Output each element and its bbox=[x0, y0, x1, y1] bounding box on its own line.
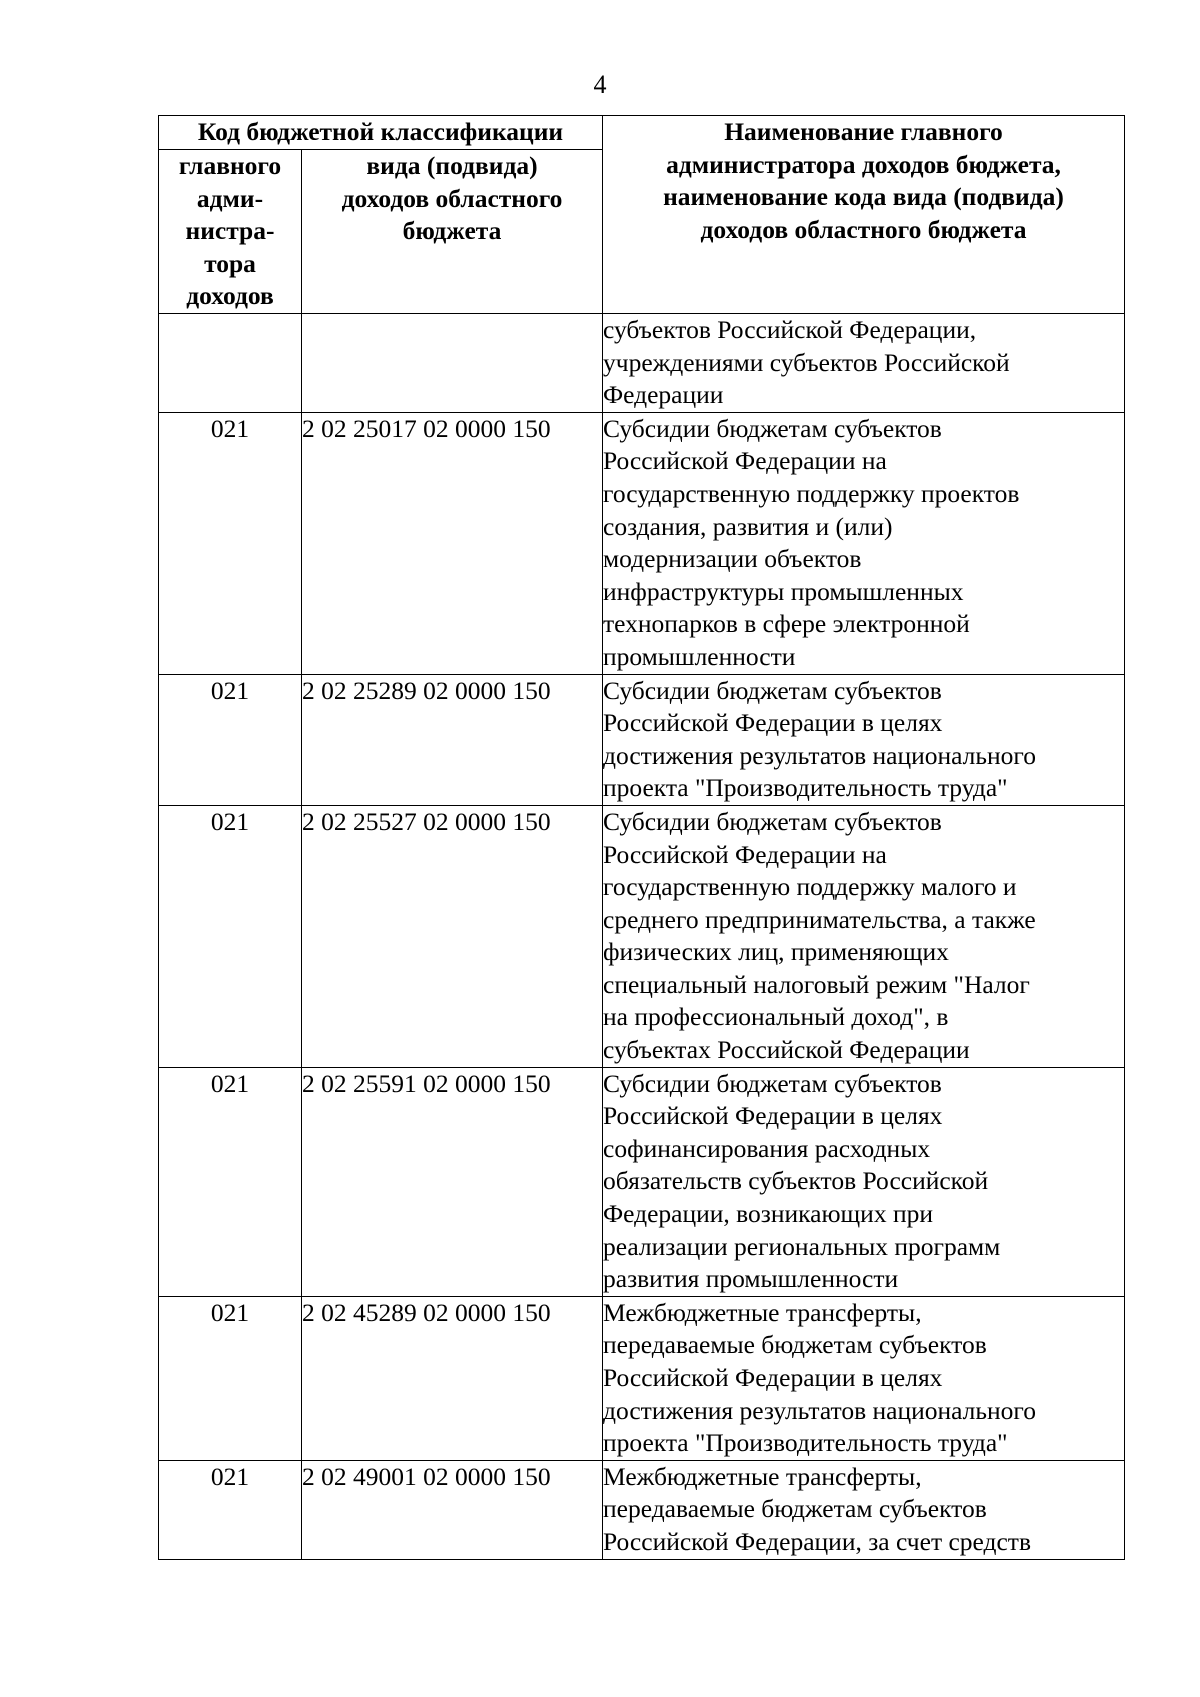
budget-code-cell: 2 02 45289 02 0000 150 bbox=[302, 1296, 603, 1460]
header-name-line: наименование кода вида (подвида) bbox=[663, 182, 1064, 212]
description-line: специальный налоговый режим "Налог bbox=[603, 969, 1030, 999]
description-cell bbox=[603, 1460, 1125, 1559]
description-cell bbox=[603, 412, 1125, 674]
description-line: Межбюджетные трансферты, bbox=[603, 1461, 922, 1491]
admin-code-cell: 021 bbox=[159, 674, 302, 805]
description-line: Субсидии бюджетам субъектов bbox=[603, 675, 942, 705]
admin-code-cell: 021 bbox=[159, 1460, 302, 1559]
header-code-line: доходов областного bbox=[341, 183, 563, 213]
page-number: 4 bbox=[593, 70, 607, 99]
header-admin-line: адми- bbox=[196, 183, 264, 213]
header-admin-line: доходов bbox=[186, 281, 274, 311]
budget-code-cell: 2 02 25289 02 0000 150 bbox=[302, 674, 603, 805]
table-row bbox=[159, 805, 1125, 1067]
description-line: Субсидии бюджетам субъектов bbox=[603, 413, 942, 443]
header-admin-line: нистра- bbox=[185, 216, 275, 246]
table-row bbox=[159, 1460, 1125, 1559]
table-row bbox=[159, 314, 1125, 413]
header-budget-classification-code: Код бюджетной классификации bbox=[159, 116, 603, 150]
header-code-line: вида (подвида) bbox=[366, 151, 538, 180]
description-line: Федерации, возникающих при bbox=[603, 1199, 933, 1229]
header-name-line: доходов областного бюджета bbox=[700, 214, 1027, 244]
description-line: Субсидии бюджетам субъектов bbox=[603, 1068, 942, 1098]
description-line: обязательств субъектов Российской bbox=[603, 1166, 989, 1196]
description-line: инфраструктуры промышленных bbox=[603, 576, 964, 606]
header-name-line: администратора доходов бюджета, bbox=[666, 149, 1061, 179]
description-cell bbox=[603, 1067, 1125, 1296]
header-name-column bbox=[603, 116, 1125, 314]
header-admin-line: главного bbox=[178, 151, 282, 180]
description-line: создания, развития и (или) bbox=[603, 511, 893, 541]
header-admin-line: тора bbox=[204, 248, 256, 278]
description-line: передаваемые бюджетам субъектов bbox=[603, 1494, 987, 1524]
description-line: достижения результатов национального bbox=[603, 1395, 1037, 1425]
table-row bbox=[159, 1067, 1125, 1296]
description-line: среднего предпринимательства, а также bbox=[603, 904, 1036, 934]
header-name-line: Наименование главного bbox=[724, 117, 1003, 146]
admin-code-cell bbox=[159, 314, 302, 413]
description-line: реализации региональных программ bbox=[603, 1231, 1001, 1261]
budget-code-cell: 2 02 25527 02 0000 150 bbox=[302, 805, 603, 1067]
description-line: софинансирования расходных bbox=[603, 1133, 931, 1163]
description-line: Российской Федерации в целях bbox=[603, 1101, 943, 1131]
description-line: Российской Федерации в целях bbox=[603, 708, 943, 738]
budget-code-cell bbox=[302, 314, 603, 413]
admin-code-cell: 021 bbox=[159, 412, 302, 674]
header-code-column bbox=[302, 150, 603, 314]
admin-code-cell: 021 bbox=[159, 1296, 302, 1460]
description-line: Российской Федерации в целях bbox=[603, 1363, 943, 1392]
table-row bbox=[159, 412, 1125, 674]
description-line: Российской Федерации на bbox=[603, 839, 887, 869]
header-code-line: бюджета bbox=[402, 216, 502, 246]
description-cell bbox=[603, 1296, 1125, 1460]
description-line: развития промышленности bbox=[603, 1264, 899, 1294]
budget-classification-table bbox=[158, 115, 1125, 1560]
description-cell bbox=[603, 674, 1125, 805]
description-line: государственную поддержку проектов bbox=[603, 478, 1020, 508]
table-row bbox=[159, 1296, 1125, 1460]
admin-code-cell: 021 bbox=[159, 1067, 302, 1296]
description-line: проекта "Производительность труда" bbox=[603, 773, 1008, 803]
table-row bbox=[159, 674, 1125, 805]
description-line: Федерации bbox=[603, 380, 724, 410]
description-line: технопарков в сфере электронной bbox=[603, 609, 970, 639]
description-line: на профессиональный доход", в bbox=[603, 1002, 949, 1032]
description-line: физических лиц, применяющих bbox=[603, 937, 949, 967]
budget-code-cell: 2 02 25591 02 0000 150 bbox=[302, 1067, 603, 1296]
header-row-group bbox=[159, 116, 1125, 150]
budget-code-cell: 2 02 49001 02 0000 150 bbox=[302, 1460, 603, 1559]
description-line: Субсидии бюджетам субъектов bbox=[603, 806, 942, 836]
description-line: Межбюджетные трансферты, bbox=[603, 1297, 922, 1327]
description-line: передаваемые бюджетам субъектов bbox=[603, 1330, 987, 1360]
description-cell bbox=[603, 805, 1125, 1067]
description-line: проекта "Производительность труда" bbox=[603, 1428, 1008, 1458]
header-admin-column bbox=[159, 150, 302, 314]
description-line: достижения результатов национального bbox=[603, 740, 1037, 770]
admin-code-cell: 021 bbox=[159, 805, 302, 1067]
budget-code-cell: 2 02 25017 02 0000 150 bbox=[302, 412, 603, 674]
description-line: субъектах Российской Федерации bbox=[603, 1035, 970, 1065]
description-line: промышленности bbox=[603, 641, 796, 671]
description-line: государственную поддержку малого и bbox=[603, 872, 1017, 902]
description-line: модернизации объектов bbox=[603, 544, 862, 574]
description-cell bbox=[603, 314, 1125, 413]
description-line: Российской Федерации на bbox=[603, 446, 887, 476]
description-line: субъектов Российской Федерации, bbox=[603, 315, 977, 344]
description-line: учреждениями субъектов Российской bbox=[603, 347, 1010, 377]
description-line: Российской Федерации, за счет средств bbox=[603, 1526, 1031, 1556]
